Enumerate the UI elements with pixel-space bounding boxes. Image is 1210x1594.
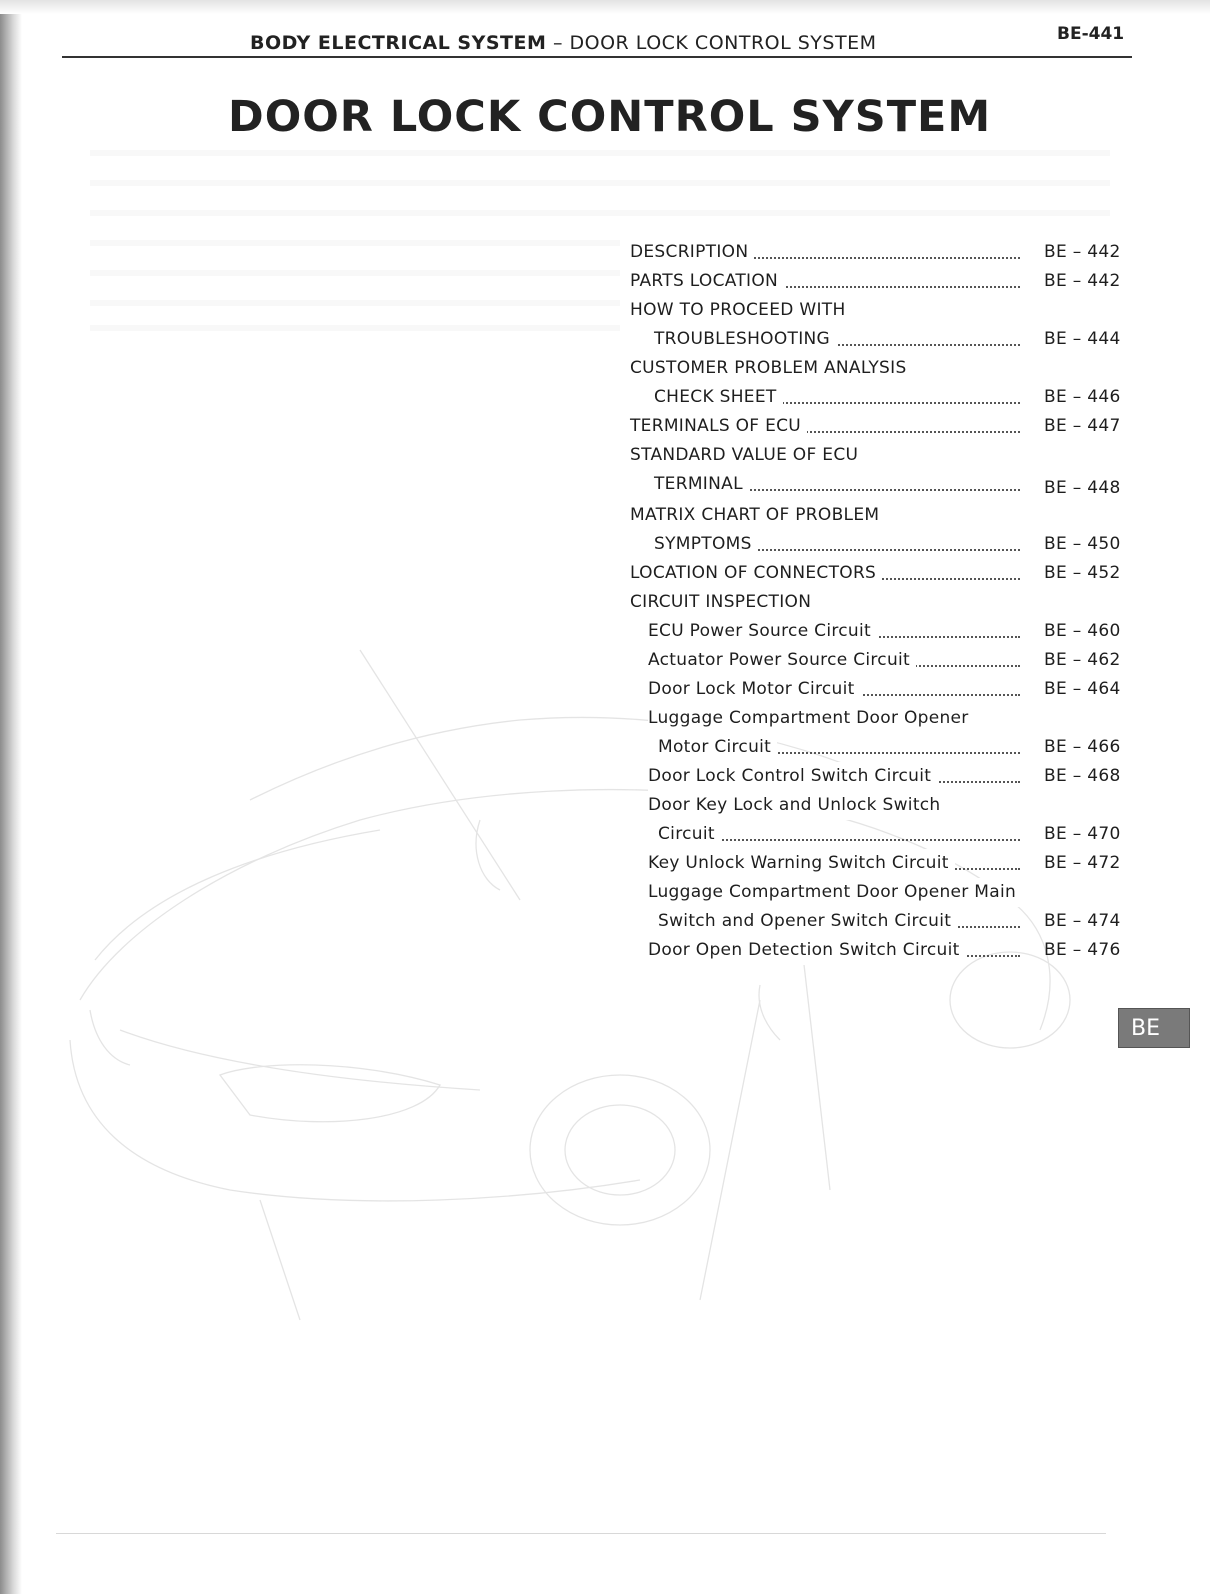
toc-entry-label: Door Lock Motor Circuit bbox=[648, 675, 861, 704]
toc-entry-page: BE – 474 bbox=[1044, 911, 1121, 931]
toc-entry[interactable] bbox=[630, 325, 1130, 354]
toc-entry[interactable] bbox=[630, 762, 1130, 791]
toc-entry[interactable] bbox=[630, 907, 1130, 936]
header-separator: – bbox=[546, 32, 570, 54]
toc-entry bbox=[630, 704, 1130, 733]
toc-entry-label: HOW TO PROCEED WITH bbox=[630, 296, 852, 325]
toc-entry-label: Switch and Opener Switch Circuit bbox=[658, 907, 957, 936]
toc-entry bbox=[630, 501, 1130, 530]
toc-entry-page: BE – 476 bbox=[1044, 940, 1121, 960]
toc-entry-label: ECU Power Source Circuit bbox=[648, 617, 877, 646]
toc-entry-label: Actuator Power Source Circuit bbox=[648, 646, 916, 675]
toc-entry[interactable] bbox=[630, 936, 1130, 965]
toc-entry-page: BE – 446 bbox=[1044, 387, 1121, 407]
header-section: BODY ELECTRICAL SYSTEM bbox=[250, 32, 547, 54]
toc-entry-label: DESCRIPTION bbox=[630, 238, 754, 267]
toc-entry-label: TERMINAL bbox=[654, 470, 749, 499]
toc-entry[interactable] bbox=[630, 267, 1130, 296]
toc-entry-label: Luggage Compartment Door Opener bbox=[648, 704, 975, 733]
toc-entry-label: Motor Circuit bbox=[658, 733, 777, 762]
toc-entry bbox=[630, 354, 1130, 383]
toc-entry-label: Luggage Compartment Door Opener Main bbox=[648, 878, 1022, 907]
toc-entry[interactable] bbox=[630, 383, 1130, 412]
toc-entry-label: LOCATION OF CONNECTORS bbox=[630, 559, 882, 588]
toc-entry[interactable] bbox=[630, 559, 1130, 588]
toc-entry-label: Door Open Detection Switch Circuit bbox=[648, 936, 966, 965]
toc-entry-label: STANDARD VALUE OF ECU bbox=[630, 441, 864, 470]
toc-entry-page: BE – 472 bbox=[1044, 853, 1121, 873]
toc-entry-label: SYMPTOMS bbox=[654, 530, 758, 559]
toc-entry-page: BE – 470 bbox=[1044, 824, 1121, 844]
toc-entry bbox=[630, 878, 1130, 907]
toc-entry[interactable] bbox=[630, 238, 1130, 267]
toc-entry-page: BE – 452 bbox=[1044, 563, 1121, 583]
toc-entry-label: TROUBLESHOOTING bbox=[654, 325, 836, 354]
toc-entry[interactable] bbox=[630, 733, 1130, 762]
toc-entry[interactable] bbox=[630, 849, 1130, 878]
toc-entry[interactable] bbox=[630, 530, 1130, 559]
toc-entry-label: Key Unlock Warning Switch Circuit bbox=[648, 849, 955, 878]
toc-entry-page: BE – 442 bbox=[1044, 242, 1121, 262]
toc-entry-page: BE – 450 bbox=[1044, 534, 1121, 554]
section-tab[interactable]: BE bbox=[1118, 1008, 1190, 1048]
toc-entry-page: BE – 464 bbox=[1044, 679, 1121, 699]
toc-entry-label: CUSTOMER PROBLEM ANALYSIS bbox=[630, 354, 913, 383]
toc-entry-label: Door Lock Control Switch Circuit bbox=[648, 762, 937, 791]
toc-entry bbox=[630, 296, 1130, 325]
toc-entry-page: BE – 462 bbox=[1044, 650, 1121, 670]
toc-entry bbox=[630, 588, 1130, 617]
toc-entry[interactable] bbox=[630, 646, 1130, 675]
toc-entry[interactable] bbox=[630, 412, 1130, 441]
page-number: BE-441 bbox=[1057, 24, 1125, 44]
toc-entry-page: BE – 468 bbox=[1044, 766, 1121, 786]
toc-entry-label: PARTS LOCATION bbox=[630, 267, 784, 296]
header-subsection: DOOR LOCK CONTROL SYSTEM bbox=[569, 32, 877, 54]
toc-entry bbox=[630, 791, 1130, 820]
toc-entry-page: BE – 447 bbox=[1044, 416, 1121, 436]
toc-entry bbox=[630, 441, 1130, 470]
toc-entry[interactable] bbox=[630, 820, 1130, 849]
table-of-contents bbox=[630, 238, 1130, 965]
bottom-divider bbox=[56, 1533, 1106, 1534]
toc-entry[interactable] bbox=[630, 617, 1130, 646]
toc-entry-label: TERMINALS OF ECU bbox=[630, 412, 807, 441]
page-title: DOOR LOCK CONTROL SYSTEM bbox=[228, 92, 992, 142]
toc-entry-label: MATRIX CHART OF PROBLEM bbox=[630, 501, 885, 530]
toc-entry-label: CHECK SHEET bbox=[654, 383, 783, 412]
toc-entry-page: BE – 444 bbox=[1044, 329, 1121, 349]
toc-entry-page: BE – 448 bbox=[1044, 478, 1121, 498]
toc-entry-label: CIRCUIT INSPECTION bbox=[630, 588, 817, 617]
toc-entry-label: Door Key Lock and Unlock Switch bbox=[648, 791, 947, 820]
running-header bbox=[250, 32, 876, 54]
toc-entry-label: Circuit bbox=[658, 820, 721, 849]
toc-entry-page: BE – 442 bbox=[1044, 271, 1121, 291]
header-divider bbox=[62, 56, 1132, 58]
toc-entry-page: BE – 460 bbox=[1044, 621, 1121, 641]
toc-entry[interactable] bbox=[630, 470, 1130, 501]
toc-entry[interactable] bbox=[630, 675, 1130, 704]
toc-entry-page: BE – 466 bbox=[1044, 737, 1121, 757]
